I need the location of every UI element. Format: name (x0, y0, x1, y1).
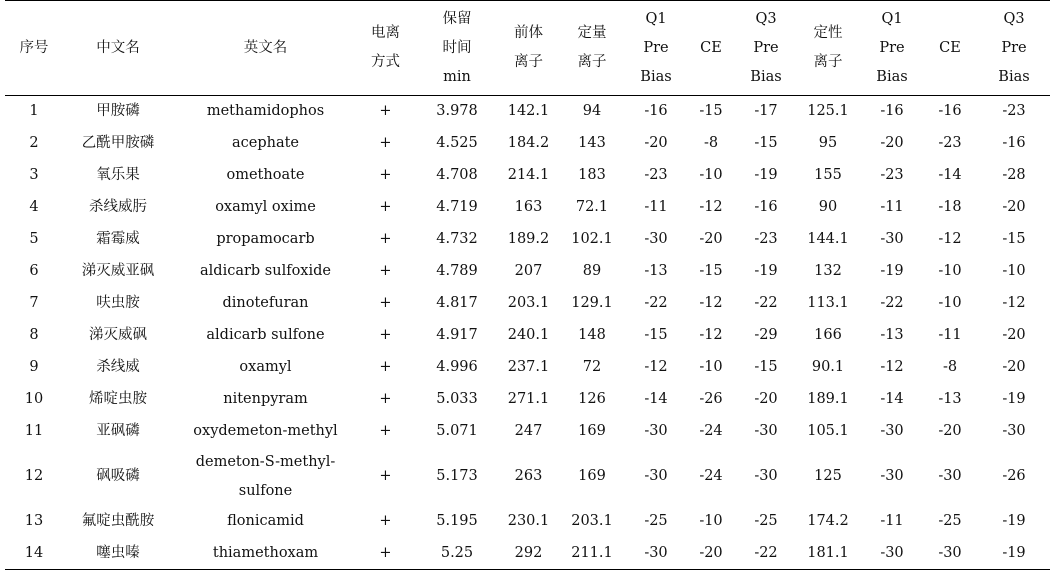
table-cell: 72.1 (575, 199, 609, 215)
table-cell: -16 (938, 103, 962, 120)
table-cell: 189.1 (807, 391, 849, 407)
table-cell: -20 (880, 135, 904, 151)
header-label: 前体 (514, 25, 543, 41)
pesticide-parameter-table (5, 0, 1050, 570)
table-cell: 214.1 (507, 167, 550, 183)
table-cell: -19 (754, 167, 778, 183)
table-row (5, 384, 1050, 416)
table-cell: -29 (754, 327, 778, 343)
table-cell: -19 (1002, 391, 1026, 407)
table-cell: + (379, 135, 392, 151)
table-cell: 203.1 (507, 295, 550, 311)
table-cell: 184.2 (507, 135, 550, 151)
table-cell: 95 (818, 135, 838, 151)
header-label: 离子 (577, 54, 607, 70)
table-cell: 5.033 (436, 391, 478, 407)
table-cell: 5.173 (436, 468, 478, 484)
table-cell: 271.1 (507, 391, 550, 407)
table-cell: -12 (1002, 295, 1026, 311)
table-cell: 125.1 (807, 103, 849, 120)
table-cell: 105.1 (807, 423, 849, 439)
table-cell: -14 (644, 391, 668, 407)
table-cell: -30 (644, 231, 668, 247)
header-label: CE (700, 39, 722, 56)
table-cell: oxamyl oxime (215, 199, 316, 215)
table-cell: -20 (938, 423, 962, 439)
header-cell (978, 1, 1050, 96)
table-cell: 247 (514, 423, 543, 439)
header-cell (684, 1, 738, 96)
header-cell (173, 1, 358, 96)
header-label: Q3 (755, 10, 777, 27)
header-row (5, 1, 1050, 96)
table-cell: 237.1 (507, 359, 550, 375)
table-cell: 155 (814, 167, 842, 183)
table-cell: -12 (699, 199, 723, 215)
table-cell: 1 (29, 103, 39, 120)
table-cell: 烯啶虫胺 (89, 391, 147, 407)
table-cell: 169 (578, 468, 606, 484)
table-cell: 13 (24, 513, 44, 529)
table-cell: 132 (814, 263, 842, 279)
table-cell: 呋虫胺 (96, 295, 140, 311)
table-cell: aldicarb sulfone (206, 327, 325, 343)
table-cell: + (379, 295, 392, 311)
header-label: Bias (750, 68, 782, 85)
table-cell: 203.1 (571, 513, 613, 529)
table-cell: -20 (699, 231, 723, 247)
table-row (5, 352, 1050, 384)
table-cell: -17 (754, 103, 778, 120)
table-cell: -19 (1002, 513, 1026, 529)
table-cell: 90.1 (811, 359, 845, 375)
table-row (5, 96, 1050, 128)
table-cell: methamidophos (206, 103, 325, 120)
table-cell: -11 (880, 513, 904, 529)
table-cell: 263 (514, 468, 543, 484)
table-cell: -16 (644, 103, 668, 120)
table-cell: -20 (1002, 359, 1026, 375)
table-cell: -22 (880, 295, 904, 311)
header-cell (413, 1, 501, 96)
table-cell: acephate (231, 135, 300, 151)
header-label: 方式 (371, 54, 400, 70)
table-cell: -18 (938, 199, 962, 215)
header-label: Pre (643, 39, 669, 56)
table-row (5, 160, 1050, 192)
table-cell: -26 (699, 391, 723, 407)
table-cell: 4.817 (436, 295, 478, 311)
table-cell: 207 (514, 263, 543, 279)
table-cell: 12 (24, 468, 44, 484)
table-cell: 4.732 (436, 231, 478, 247)
table-cell: + (379, 199, 392, 215)
table-cell: -10 (699, 167, 723, 183)
table-cell: -20 (644, 135, 668, 151)
table-cell: 4.525 (436, 135, 478, 151)
table-cell: -25 (938, 513, 962, 529)
table-body (5, 96, 1050, 570)
table-cell: 129.1 (571, 295, 613, 311)
table-cell: 143 (578, 135, 606, 151)
table-cell: + (379, 468, 392, 484)
table-cell: -12 (699, 295, 723, 311)
table-cell: 氧乐果 (96, 167, 140, 183)
table-cell: 3.978 (436, 103, 478, 120)
table-row (5, 288, 1050, 320)
table-cell: 72 (582, 359, 602, 375)
table-cell: 杀线威 (96, 359, 140, 375)
header-label: 保留 (442, 10, 472, 27)
table-cell: -12 (880, 359, 904, 375)
table-cell: -30 (644, 544, 668, 561)
table-cell: -14 (880, 391, 904, 407)
table-cell: -15 (1002, 231, 1026, 247)
table-cell: -30 (880, 231, 904, 247)
table-cell: -25 (644, 513, 668, 529)
table-cell: demeton-S-methyl-sulfone (195, 453, 336, 499)
table-cell: nitenpyram (223, 391, 308, 407)
table-cell: -10 (699, 513, 723, 529)
table-cell: + (379, 359, 392, 375)
table-cell: aldicarb sulfoxide (200, 263, 331, 279)
table-cell: + (379, 231, 392, 247)
table-cell: -11 (644, 199, 668, 215)
table-cell: 11 (24, 423, 44, 439)
table-cell: -30 (880, 423, 904, 439)
table-cell: 4.917 (436, 327, 478, 343)
table-cell: -20 (1002, 327, 1026, 343)
table-cell: -30 (880, 468, 904, 484)
table-cell: 4.996 (436, 359, 478, 375)
header-cell (922, 1, 978, 96)
table-row (5, 224, 1050, 256)
table-row (5, 416, 1050, 448)
header-cell (628, 1, 684, 96)
table-cell: propamocarb (216, 231, 315, 247)
table-cell: -10 (938, 295, 962, 311)
table-cell: -13 (644, 263, 668, 279)
header-label: Q3 (1003, 10, 1025, 27)
table-cell: -13 (880, 327, 904, 343)
table-cell: -10 (699, 359, 723, 375)
table-row (5, 538, 1050, 570)
table-row (5, 128, 1050, 160)
table-cell: -10 (1002, 263, 1026, 279)
table-cell: -30 (1002, 423, 1026, 439)
header-cell (63, 1, 173, 96)
table-cell: 113.1 (807, 295, 849, 311)
table-cell: -22 (754, 295, 778, 311)
table-cell: -14 (938, 167, 962, 183)
table-cell: 砜吸磷 (96, 468, 140, 484)
table-cell: + (379, 544, 392, 561)
header-label: 离子 (813, 54, 843, 70)
table-cell: 211.1 (571, 544, 613, 561)
table-cell: -24 (699, 468, 723, 484)
table-cell: -23 (880, 167, 904, 183)
table-cell: + (379, 167, 392, 183)
table-cell: 5.25 (440, 544, 474, 561)
table-cell: 5.195 (436, 513, 478, 529)
header-label: 定性 (813, 25, 843, 41)
table-cell: 5 (29, 231, 39, 247)
table-cell: -15 (699, 263, 723, 279)
header-label: 时间 (442, 39, 472, 56)
table-cell: 10 (24, 391, 44, 407)
table-cell: -16 (1002, 135, 1026, 151)
header-label: 离子 (514, 54, 543, 70)
header-label: Q1 (645, 10, 667, 27)
table-cell: 2 (29, 135, 39, 151)
header-label: Q1 (881, 10, 903, 27)
table-row (5, 192, 1050, 224)
table-cell: -20 (699, 544, 723, 561)
table-cell: -23 (754, 231, 778, 247)
table-cell: 125 (814, 468, 842, 484)
table-cell: -15 (699, 103, 723, 120)
header-label: Bias (998, 68, 1030, 85)
table-cell: -19 (754, 263, 778, 279)
table-cell: -30 (938, 468, 962, 484)
header-cell (501, 1, 556, 96)
table-cell: 4.789 (436, 263, 478, 279)
table-cell: 杀线威肟 (89, 199, 147, 215)
header-label: Bias (640, 68, 672, 85)
table-cell: -23 (644, 167, 668, 183)
table-cell: -10 (938, 263, 962, 279)
table-cell: -12 (938, 231, 962, 247)
table-cell: 169 (578, 423, 606, 439)
table-cell: -28 (1002, 167, 1026, 183)
table-cell: -20 (1002, 199, 1026, 215)
header-cell (5, 1, 63, 96)
table-cell: 183 (578, 167, 606, 183)
table-cell: flonicamid (227, 513, 304, 529)
table-cell: -11 (938, 327, 962, 343)
table-cell: 94 (582, 103, 602, 120)
table-cell: -15 (754, 135, 778, 151)
table-cell: 189.2 (507, 231, 550, 247)
table-cell: -20 (754, 391, 778, 407)
table-cell: 163 (514, 199, 543, 215)
table-cell: 89 (582, 263, 602, 279)
table-cell: dinotefuran (222, 295, 309, 311)
table-cell: 4.719 (436, 199, 478, 215)
table-cell: 甲胺磷 (96, 103, 140, 120)
table-cell: 102.1 (571, 231, 613, 247)
table-cell: -19 (880, 263, 904, 279)
table-cell: oxydemeton-methyl (193, 423, 338, 439)
table-cell: 166 (814, 327, 842, 343)
table-cell: -24 (699, 423, 723, 439)
table-cell: -30 (754, 468, 778, 484)
table-cell: -22 (754, 544, 778, 561)
table-cell: 6 (29, 263, 39, 279)
header-label: CE (939, 39, 961, 56)
table-row (5, 448, 1050, 506)
table-cell: -11 (880, 199, 904, 215)
header-cell (556, 1, 628, 96)
table-cell: -30 (938, 544, 962, 561)
table-cell: -30 (644, 468, 668, 484)
header-label: 定量 (577, 25, 607, 41)
table-row (5, 256, 1050, 288)
table-cell: -13 (938, 391, 962, 407)
table-header (5, 1, 1050, 96)
table-cell: 144.1 (807, 231, 849, 247)
table-cell: 9 (29, 359, 39, 375)
table-cell: -26 (1002, 468, 1026, 484)
table-cell: -16 (754, 199, 778, 215)
table-cell: -30 (880, 544, 904, 561)
table-cell: + (379, 513, 392, 529)
header-cell (738, 1, 794, 96)
header-label: min (443, 68, 471, 85)
table-cell: 126 (578, 391, 606, 407)
table-cell: 涕灭威砜 (89, 327, 147, 343)
table-cell: -25 (754, 513, 778, 529)
header-cell (358, 1, 413, 96)
table-cell: 148 (578, 327, 606, 343)
table-cell: -30 (754, 423, 778, 439)
table-cell: omethoate (226, 167, 305, 183)
table-cell: 240.1 (507, 327, 550, 343)
table-cell: 142.1 (507, 103, 550, 120)
header-cell (794, 1, 862, 96)
table-cell: -12 (644, 359, 668, 375)
table-row (5, 506, 1050, 538)
table-cell: 4.708 (436, 167, 478, 183)
table-cell: -23 (1002, 103, 1026, 120)
table-cell: 乙酰甲胺磷 (81, 135, 155, 151)
table-cell: + (379, 423, 392, 439)
header-label: Pre (753, 39, 779, 56)
table-cell: -12 (699, 327, 723, 343)
table-row (5, 320, 1050, 352)
header-label: 序号 (19, 39, 49, 56)
table-cell: 5.071 (436, 423, 478, 439)
table-cell: -19 (1002, 544, 1026, 561)
table-cell: thiamethoxam (212, 544, 319, 561)
table-cell: 181.1 (807, 544, 849, 561)
table-cell: + (379, 327, 392, 343)
table-cell: -22 (644, 295, 668, 311)
header-label: Pre (879, 39, 905, 56)
header-label: 英文名 (243, 39, 288, 56)
table-cell: 230.1 (507, 513, 550, 529)
table-cell: -8 (703, 135, 719, 151)
table-cell: + (379, 103, 392, 120)
table-cell: 7 (29, 295, 39, 311)
header-label: 中文名 (96, 39, 140, 56)
table-cell: + (379, 263, 392, 279)
table-cell: -16 (880, 103, 904, 120)
table-cell: 14 (24, 544, 44, 561)
header-label: Bias (876, 68, 908, 85)
table-cell: 4 (29, 199, 39, 215)
table-cell: 涕灭威亚砜 (81, 263, 155, 279)
table-cell: -30 (644, 423, 668, 439)
table-cell: 亚砜磷 (96, 423, 140, 439)
table-cell: -15 (644, 327, 668, 343)
table-cell: -23 (938, 135, 962, 151)
header-cell (862, 1, 922, 96)
table-cell: 噻虫嗪 (96, 544, 140, 561)
header-label: Pre (1001, 39, 1027, 56)
table-cell: 霜霉威 (96, 231, 140, 247)
table-cell: 174.2 (807, 513, 849, 529)
table-cell: -8 (942, 359, 958, 375)
table-cell: -15 (754, 359, 778, 375)
table-cell: + (379, 391, 392, 407)
table-cell: 292 (514, 544, 543, 561)
table-cell: 90 (818, 199, 838, 215)
table-cell: oxamyl (239, 359, 292, 375)
table-cell: 3 (29, 167, 39, 183)
table-cell: 8 (29, 327, 39, 343)
header-label: 电离 (371, 25, 400, 41)
table-cell: 氟啶虫酰胺 (81, 513, 155, 529)
